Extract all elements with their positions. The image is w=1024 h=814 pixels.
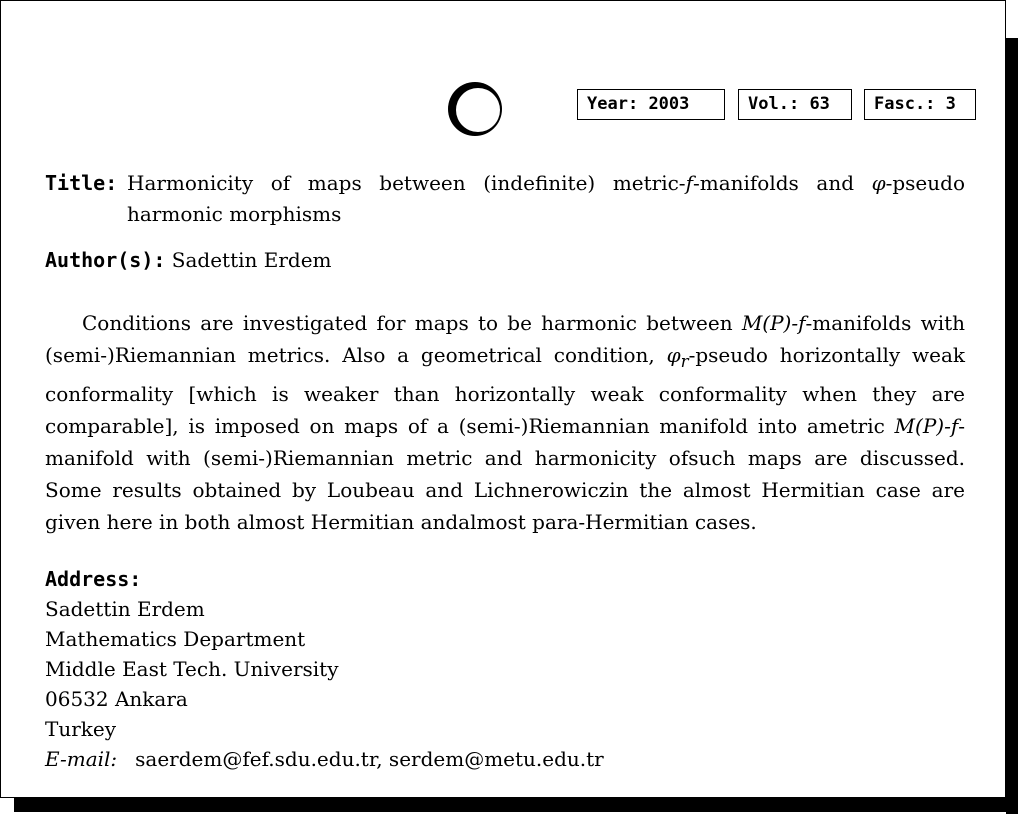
math-phi-r: [666, 343, 689, 371]
volume-value: 63: [809, 94, 830, 114]
address-line: Mathematics Department: [45, 627, 306, 651]
address-line: Turkey: [45, 717, 117, 741]
abstract-sentence-4: -manifold with (semi-)Riemannian metric and harmonicity ofsuch maps are discussed. Some results obtained by Loubeau and Lichnerowiczin the almost Hermitian case are given here in both almost Hermitian andalmost para-Hermitian cases.: [45, 414, 965, 534]
fascicle-value: 3: [945, 94, 956, 114]
article-title: [127, 168, 965, 230]
title-text-part1: Harmonicity of maps between (indefinite) metric-: [127, 171, 686, 195]
math-mpf-2: M(P)-f: [894, 414, 959, 438]
author-row: [45, 245, 332, 276]
math-phi: φ: [666, 343, 681, 367]
year-box: [577, 89, 725, 120]
year-value: 2003: [648, 94, 690, 114]
email-label: E-mail:: [45, 747, 118, 771]
title-text-part3: -pseudo harmonic morphisms: [127, 171, 965, 226]
page-shadow-bottom: [14, 798, 1018, 812]
abstract-sentence-2: -manifolds with (semi-)Riemannian metrics. Also a geometrical condition,: [45, 311, 966, 367]
address-line: Middle East Tech. University: [45, 657, 339, 681]
year-label: Year:: [587, 94, 639, 114]
title-symbol-f: f: [685, 171, 693, 195]
author-label: Author(s):: [45, 248, 166, 272]
address-label: Address:: [45, 567, 142, 591]
address-line: 06532 Ankara: [45, 687, 188, 711]
email-addresses: saerdem@fef.sdu.edu.tr, serdem@metu.edu.tr: [135, 747, 604, 771]
title-label: Title:: [45, 171, 118, 195]
math-phi-subscript: r: [680, 352, 689, 371]
author-name: Sadettin Erdem: [171, 248, 332, 272]
fascicle-box: [864, 89, 976, 120]
volume-box: [738, 89, 852, 120]
abstract-sentence-1: Conditions are investigated for maps to be harmonic between: [82, 311, 742, 335]
address-block: [45, 564, 604, 774]
volume-label: Vol.:: [748, 94, 800, 114]
math-mpf-1: M(P)-f: [741, 311, 806, 335]
journal-crescent-logo-icon: [447, 81, 503, 137]
address-line: Sadettin Erdem: [45, 597, 205, 621]
title-symbol-phi: φ: [871, 171, 886, 195]
abstract-sentence-3: -pseudo horizontally weak conformality [which is weaker than horizontally weak conformality when they are comparable], is imposed on maps of a (semi-)Riemannian manifold into ametric: [45, 343, 965, 438]
abstract-paragraph: [45, 307, 965, 538]
article-title-row: [45, 168, 965, 230]
email-row: [45, 744, 604, 774]
title-text-part2: -manifolds and: [692, 171, 872, 195]
fascicle-label: Fasc.:: [874, 94, 936, 114]
page-shadow-right: [1006, 38, 1018, 814]
